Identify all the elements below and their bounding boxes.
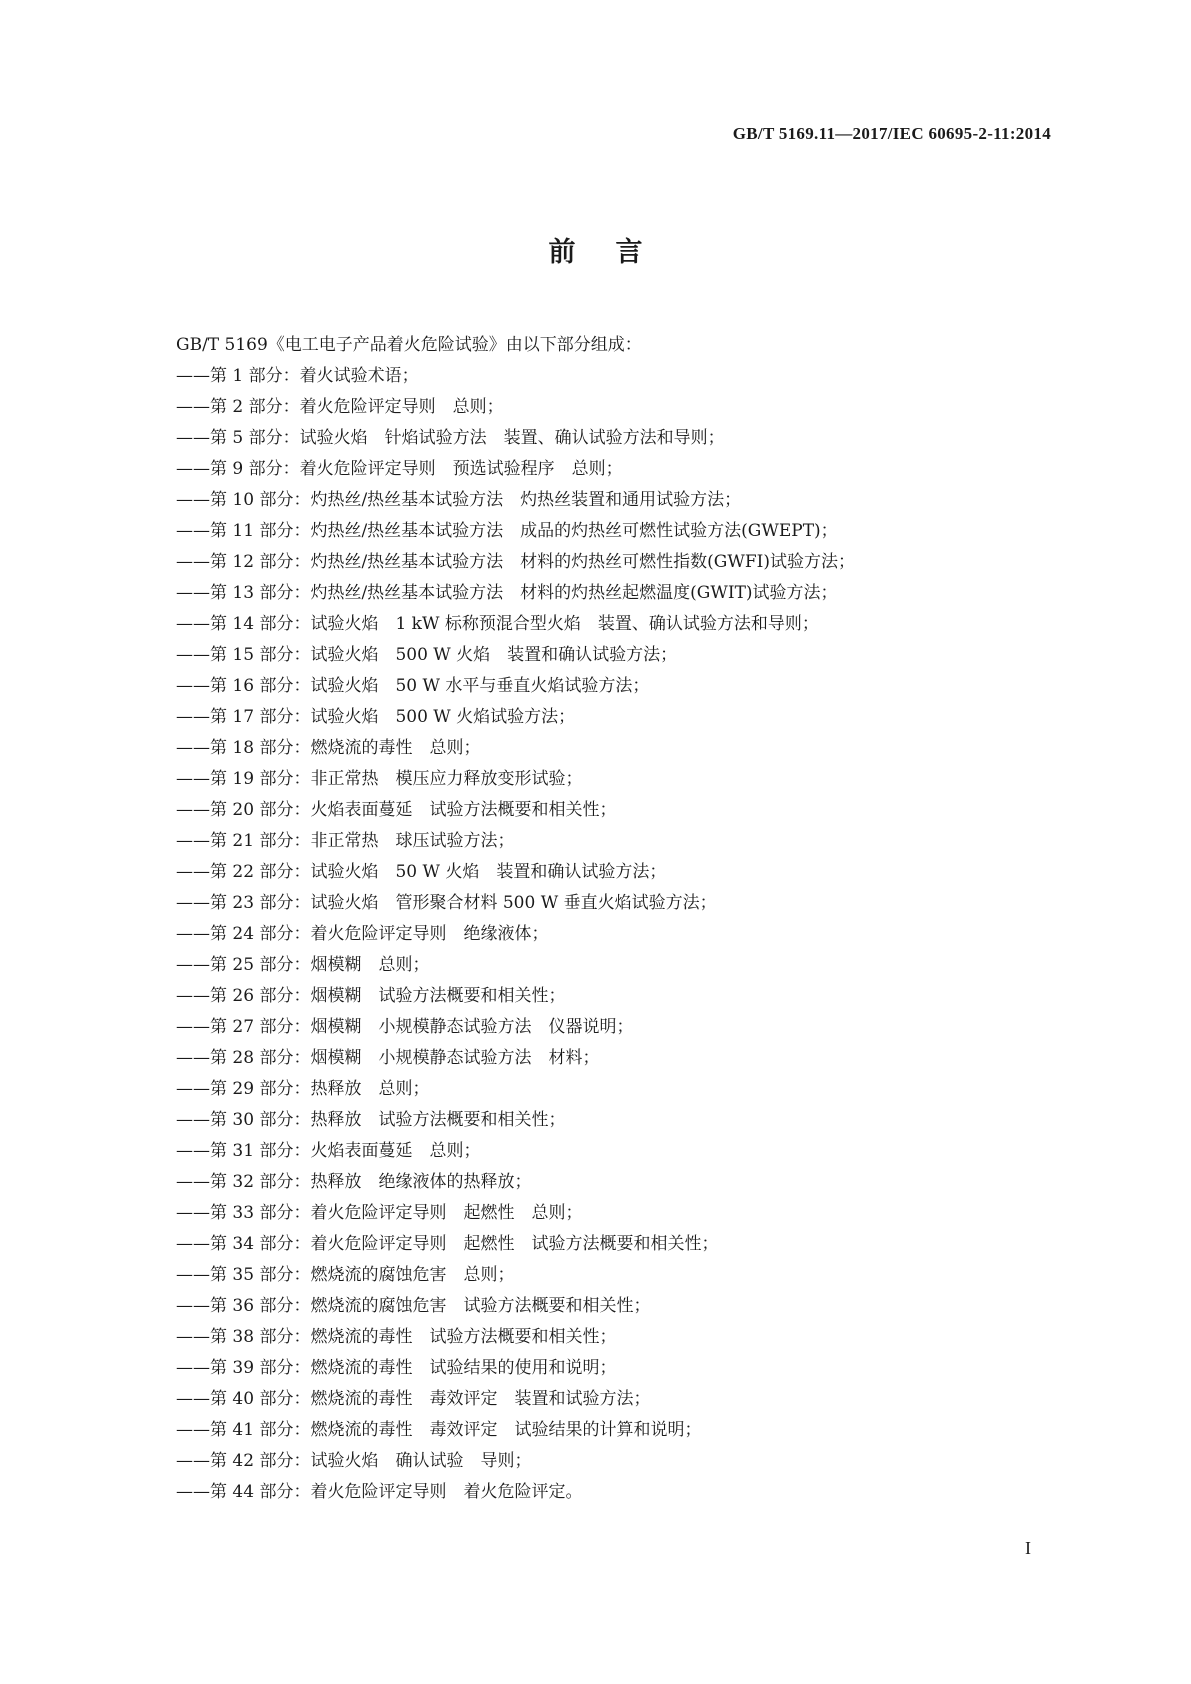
part-list-item: ——第 31 部分：火焰表面蔓延 总则；	[176, 1141, 481, 1161]
part-list-item: ——第 42 部分：试验火焰 确认试验 导则；	[176, 1451, 532, 1471]
part-list-item: ——第 32 部分：热释放 绝缘液体的热释放；	[176, 1172, 532, 1192]
part-list-item: ——第 25 部分：烟模糊 总则；	[176, 955, 430, 975]
part-list-item: ——第 44 部分：着火危险评定导则 着火危险评定。	[176, 1482, 583, 1502]
part-list-item: ——第 30 部分：热释放 试验方法概要和相关性；	[176, 1110, 566, 1130]
part-list-item: ——第 9 部分：着火危险评定导则 预选试验程序 总则；	[176, 459, 623, 479]
part-list-item: ——第 39 部分：燃烧流的毒性 试验结果的使用和说明；	[176, 1358, 617, 1378]
part-list-item: ——第 19 部分：非正常热 模压应力释放变形试验；	[176, 769, 583, 789]
part-list-item: ——第 10 部分：灼热丝/热丝基本试验方法 灼热丝装置和通用试验方法；	[176, 490, 742, 510]
part-list-item: ——第 23 部分：试验火焰 管形聚合材料 500 W 垂直火焰试验方法；	[176, 893, 717, 913]
part-list-item: ——第 17 部分：试验火焰 500 W 火焰试验方法；	[176, 707, 576, 727]
part-list-item: ——第 38 部分：燃烧流的毒性 试验方法概要和相关性；	[176, 1327, 617, 1347]
part-list-item: ——第 15 部分：试验火焰 500 W 火焰 装置和确认试验方法；	[176, 645, 678, 665]
part-list-item: ——第 2 部分：着火危险评定导则 总则；	[176, 397, 504, 417]
part-list-item: ——第 11 部分：灼热丝/热丝基本试验方法 成品的灼热丝可燃性试验方法(GWEPT)；	[176, 521, 838, 541]
part-list-item: ——第 5 部分：试验火焰 针焰试验方法 装置、确认试验方法和导则；	[176, 428, 725, 448]
part-list-item: ——第 35 部分：燃烧流的腐蚀危害 总则；	[176, 1265, 515, 1285]
parts-list	[176, 361, 1056, 1508]
part-list-item: ——第 41 部分：燃烧流的毒性 毒效评定 试验结果的计算和说明；	[176, 1420, 702, 1440]
part-list-item: ——第 21 部分：非正常热 球压试验方法；	[176, 831, 515, 851]
page-number: I	[1025, 1538, 1031, 1558]
part-list-item: ——第 18 部分：燃烧流的毒性 总则；	[176, 738, 481, 758]
intro-paragraph: GB/T 5169《电工电子产品着火危险试验》由以下部分组成：	[176, 335, 642, 355]
part-list-item: ——第 26 部分：烟模糊 试验方法概要和相关性；	[176, 986, 566, 1006]
part-list-item: ——第 34 部分：着火危险评定导则 起燃性 试验方法概要和相关性；	[176, 1234, 719, 1254]
part-list-item: ——第 40 部分：燃烧流的毒性 毒效评定 装置和试验方法；	[176, 1389, 651, 1409]
part-list-item: ——第 13 部分：灼热丝/热丝基本试验方法 材料的灼热丝起燃温度(GWIT)试验方法；	[176, 583, 838, 603]
part-list-item: ——第 28 部分：烟模糊 小规模静态试验方法 材料；	[176, 1048, 600, 1068]
part-list-item: ——第 24 部分：着火危险评定导则 绝缘液体；	[176, 924, 549, 944]
part-list-item: ——第 20 部分：火焰表面蔓延 试验方法概要和相关性；	[176, 800, 617, 820]
part-list-item: ——第 12 部分：灼热丝/热丝基本试验方法 材料的灼热丝可燃性指数(GWFI)试验方法；	[176, 552, 855, 572]
part-list-item: ——第 22 部分：试验火焰 50 W 火焰 装置和确认试验方法；	[176, 862, 667, 882]
part-list-item: ——第 33 部分：着火危险评定导则 起燃性 总则；	[176, 1203, 583, 1223]
part-list-item: ——第 16 部分：试验火焰 50 W 水平与垂直火焰试验方法；	[176, 676, 650, 696]
part-list-item: ——第 36 部分：燃烧流的腐蚀危害 试验方法概要和相关性；	[176, 1296, 651, 1316]
part-list-item: ——第 1 部分：着火试验术语；	[176, 366, 419, 386]
foreword-body	[176, 330, 1056, 1508]
part-list-item: ——第 29 部分：热释放 总则；	[176, 1079, 430, 1099]
page-title: 前言	[548, 237, 683, 268]
part-list-item: ——第 27 部分：烟模糊 小规模静态试验方法 仪器说明；	[176, 1017, 634, 1037]
standard-number-header: GB/T 5169.11—2017/IEC 60695-2-11:2014	[732, 124, 1051, 143]
part-list-item: ——第 14 部分：试验火焰 1 kW 标称预混合型火焰 装置、确认试验方法和导则；	[176, 614, 819, 634]
